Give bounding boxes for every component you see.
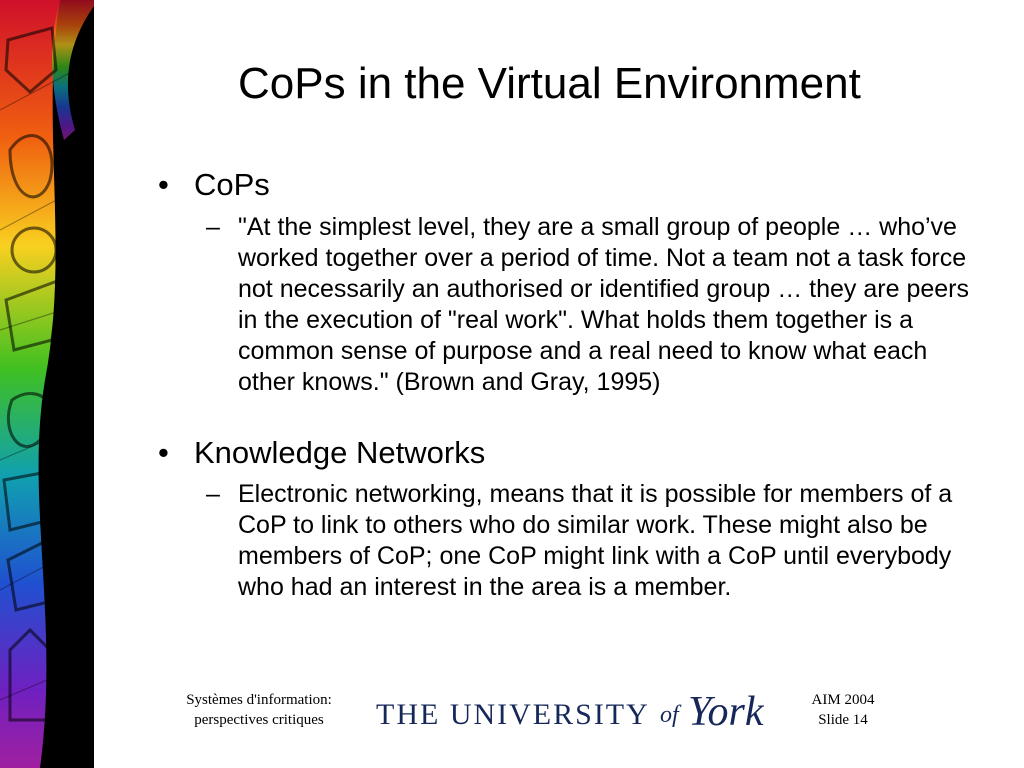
bullet-knowledge-networks-text: Knowledge Networks bbox=[194, 435, 486, 470]
university-of-york-logo bbox=[376, 690, 776, 742]
footer-event: AIM 2004 bbox=[811, 692, 875, 708]
logo-of: of bbox=[660, 702, 679, 728]
sub-bullet-marker: – bbox=[206, 480, 220, 508]
logo-york: York bbox=[688, 689, 764, 735]
knowledge-networks-text: Electronic networking, means that it is possible for members of a CoP to link to others who do similar work. These might also be members of CoP; one CoP might link with a CoP until everybody who had an interest in the area is a member. bbox=[238, 480, 953, 601]
slide-title: CoPs in the Virtual Environment bbox=[238, 59, 861, 108]
cops-quote-text: "At the simplest level, they are a small group of people … who’ve worked together over a period of time. Not a team not a task force not necessarily an authorised or identified group … they are peers in the execution of "real work". What holds them together is a common sense of purpose and a real need to know what each other knows." (Brown and Gray, 1995) bbox=[238, 213, 969, 396]
footer-slide-number: Slide 14 bbox=[818, 712, 868, 728]
bullet-marker: • bbox=[158, 167, 169, 202]
footer-slide-info bbox=[788, 690, 898, 730]
bullet-marker: • bbox=[158, 435, 169, 470]
footer-course-line1: Systèmes d'information: bbox=[186, 692, 332, 708]
decorative-sidebar bbox=[0, 0, 94, 768]
sub-bullet-cops-quote bbox=[206, 212, 976, 398]
footer-course-title bbox=[164, 690, 354, 730]
rainbow-crest-art bbox=[0, 0, 94, 768]
bullet-cops-text: CoPs bbox=[194, 167, 270, 202]
sub-bullet-marker: – bbox=[206, 213, 220, 241]
logo-the-university: THE UNIVERSITY bbox=[376, 698, 650, 731]
footer-course-line2: perspectives critiques bbox=[194, 712, 324, 728]
sub-bullet-knowledge-networks bbox=[206, 479, 976, 603]
